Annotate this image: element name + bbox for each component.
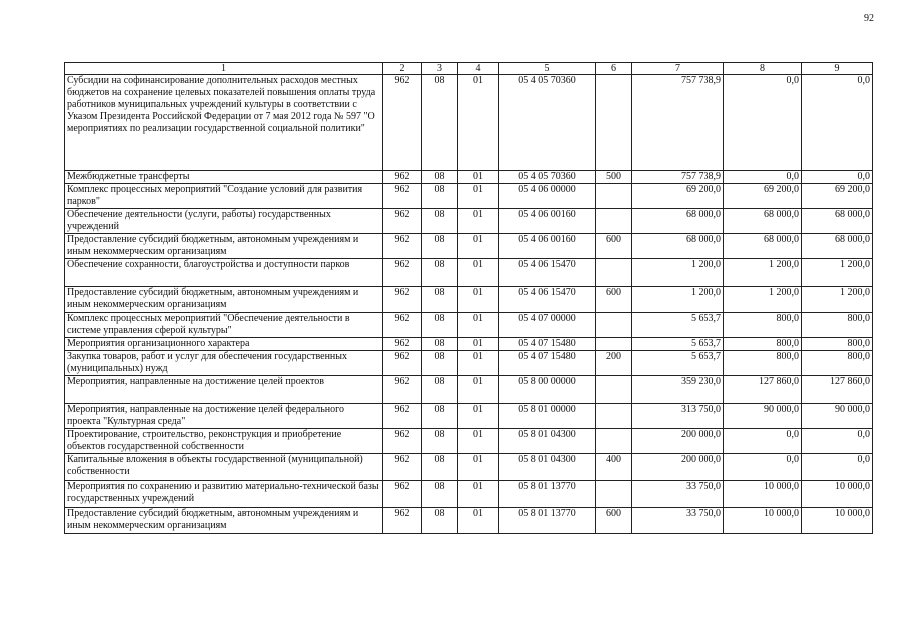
row-target-article: 05 8 01 13770 xyxy=(499,481,596,508)
row-amount-year3: 0,0 xyxy=(802,171,873,184)
row-amount-year3: 800,0 xyxy=(802,338,873,351)
row-section: 08 xyxy=(422,287,458,313)
row-target-article: 05 8 00 00000 xyxy=(499,376,596,404)
row-expense-type xyxy=(596,404,632,429)
row-amount-year2: 0,0 xyxy=(724,171,802,184)
row-ministry-code: 962 xyxy=(383,313,422,338)
row-ministry-code: 962 xyxy=(383,338,422,351)
column-header-8: 8 xyxy=(724,63,802,75)
row-amount-year1: 313 750,0 xyxy=(632,404,724,429)
row-amount-year1: 68 000,0 xyxy=(632,209,724,234)
row-section: 08 xyxy=(422,209,458,234)
row-subsection: 01 xyxy=(458,351,499,376)
table-row xyxy=(65,171,873,184)
column-header-1: 1 xyxy=(65,63,383,75)
row-amount-year3: 0,0 xyxy=(802,429,873,454)
row-amount-year1: 33 750,0 xyxy=(632,508,724,534)
row-amount-year1: 359 230,0 xyxy=(632,376,724,404)
table-row xyxy=(65,184,873,209)
column-header-7: 7 xyxy=(632,63,724,75)
table-row xyxy=(65,376,873,404)
table-row xyxy=(65,404,873,429)
row-amount-year1: 5 653,7 xyxy=(632,338,724,351)
column-header-3: 3 xyxy=(422,63,458,75)
row-subsection: 01 xyxy=(458,481,499,508)
table-row xyxy=(65,313,873,338)
row-name: Комплекс процессных мероприятий "Обеспечение деятельности в системе управления сферой культуры" xyxy=(65,313,383,338)
row-target-article: 05 4 07 15480 xyxy=(499,351,596,376)
row-ministry-code: 962 xyxy=(383,429,422,454)
row-expense-type: 200 xyxy=(596,351,632,376)
row-section: 08 xyxy=(422,508,458,534)
table-row xyxy=(65,259,873,287)
row-amount-year2: 1 200,0 xyxy=(724,287,802,313)
row-subsection: 01 xyxy=(458,454,499,481)
row-name: Обеспечение деятельности (услуги, работы) государственных учреждений xyxy=(65,209,383,234)
row-amount-year2: 0,0 xyxy=(724,429,802,454)
row-amount-year3: 0,0 xyxy=(802,75,873,171)
row-subsection: 01 xyxy=(458,234,499,259)
budget-table xyxy=(64,62,873,534)
row-subsection: 01 xyxy=(458,287,499,313)
row-target-article: 05 4 05 70360 xyxy=(499,75,596,171)
row-ministry-code: 962 xyxy=(383,234,422,259)
row-section: 08 xyxy=(422,481,458,508)
table-header-row xyxy=(65,63,873,75)
row-target-article: 05 4 07 00000 xyxy=(499,313,596,338)
table-row xyxy=(65,287,873,313)
row-section: 08 xyxy=(422,259,458,287)
row-expense-type xyxy=(596,376,632,404)
row-amount-year2: 0,0 xyxy=(724,75,802,171)
row-amount-year1: 200 000,0 xyxy=(632,429,724,454)
row-amount-year3: 10 000,0 xyxy=(802,508,873,534)
row-amount-year3: 68 000,0 xyxy=(802,234,873,259)
row-amount-year1: 5 653,7 xyxy=(632,351,724,376)
row-subsection: 01 xyxy=(458,259,499,287)
row-expense-type xyxy=(596,184,632,209)
row-section: 08 xyxy=(422,376,458,404)
row-ministry-code: 962 xyxy=(383,75,422,171)
row-subsection: 01 xyxy=(458,429,499,454)
row-expense-type: 600 xyxy=(596,287,632,313)
row-name: Предоставление субсидий бюджетным, автономным учреждениям и иным некоммерческим организациям xyxy=(65,234,383,259)
column-header-6: 6 xyxy=(596,63,632,75)
table-row xyxy=(65,338,873,351)
table-row xyxy=(65,481,873,508)
row-subsection: 01 xyxy=(458,184,499,209)
row-subsection: 01 xyxy=(458,508,499,534)
row-amount-year2: 90 000,0 xyxy=(724,404,802,429)
row-amount-year2: 800,0 xyxy=(724,313,802,338)
row-target-article: 05 4 07 15480 xyxy=(499,338,596,351)
row-amount-year3: 69 200,0 xyxy=(802,184,873,209)
row-subsection: 01 xyxy=(458,209,499,234)
row-section: 08 xyxy=(422,313,458,338)
row-expense-type: 400 xyxy=(596,454,632,481)
row-target-article: 05 4 06 00160 xyxy=(499,209,596,234)
row-amount-year1: 69 200,0 xyxy=(632,184,724,209)
row-subsection: 01 xyxy=(458,338,499,351)
table-row xyxy=(65,234,873,259)
column-header-9: 9 xyxy=(802,63,873,75)
table-row xyxy=(65,454,873,481)
row-target-article: 05 4 06 00000 xyxy=(499,184,596,209)
row-ministry-code: 962 xyxy=(383,454,422,481)
page-number: 92 xyxy=(864,13,874,24)
row-amount-year2: 68 000,0 xyxy=(724,209,802,234)
row-name: Предоставление субсидий бюджетным, автономным учреждениям и иным некоммерческим организациям xyxy=(65,508,383,534)
row-ministry-code: 962 xyxy=(383,287,422,313)
row-section: 08 xyxy=(422,184,458,209)
row-name: Мероприятия, направленные на достижение целей проектов xyxy=(65,376,383,404)
row-amount-year3: 1 200,0 xyxy=(802,287,873,313)
row-name: Капитальные вложения в объекты государственной (муниципальной) собственности xyxy=(65,454,383,481)
row-ministry-code: 962 xyxy=(383,376,422,404)
row-amount-year3: 800,0 xyxy=(802,351,873,376)
row-name: Мероприятия организационного характера xyxy=(65,338,383,351)
row-expense-type xyxy=(596,75,632,171)
row-amount-year1: 1 200,0 xyxy=(632,287,724,313)
row-name: Мероприятия по сохранению и развитию материально-технической базы государственных учреждений xyxy=(65,481,383,508)
row-amount-year2: 800,0 xyxy=(724,338,802,351)
row-expense-type: 600 xyxy=(596,234,632,259)
row-target-article: 05 4 06 00160 xyxy=(499,234,596,259)
row-expense-type: 500 xyxy=(596,171,632,184)
row-section: 08 xyxy=(422,75,458,171)
row-subsection: 01 xyxy=(458,171,499,184)
row-section: 08 xyxy=(422,338,458,351)
row-ministry-code: 962 xyxy=(383,481,422,508)
row-amount-year2: 800,0 xyxy=(724,351,802,376)
table-row xyxy=(65,75,873,171)
row-ministry-code: 962 xyxy=(383,404,422,429)
row-subsection: 01 xyxy=(458,75,499,171)
row-ministry-code: 962 xyxy=(383,184,422,209)
row-ministry-code: 962 xyxy=(383,351,422,376)
row-name: Предоставление субсидий бюджетным, автономным учреждениям и иным некоммерческим организациям xyxy=(65,287,383,313)
row-amount-year1: 200 000,0 xyxy=(632,454,724,481)
row-expense-type: 600 xyxy=(596,508,632,534)
column-header-5: 5 xyxy=(499,63,596,75)
row-amount-year2: 10 000,0 xyxy=(724,508,802,534)
row-name: Проектирование, строительство, реконструкция и приобретение объектов государственной собственности xyxy=(65,429,383,454)
row-amount-year2: 10 000,0 xyxy=(724,481,802,508)
row-target-article: 05 4 05 70360 xyxy=(499,171,596,184)
row-ministry-code: 962 xyxy=(383,171,422,184)
row-target-article: 05 8 01 00000 xyxy=(499,404,596,429)
row-amount-year1: 68 000,0 xyxy=(632,234,724,259)
column-header-2: 2 xyxy=(383,63,422,75)
row-amount-year3: 127 860,0 xyxy=(802,376,873,404)
row-expense-type xyxy=(596,429,632,454)
row-ministry-code: 962 xyxy=(383,209,422,234)
row-amount-year3: 68 000,0 xyxy=(802,209,873,234)
row-name: Обеспечение сохранности, благоустройства и доступности парков xyxy=(65,259,383,287)
row-section: 08 xyxy=(422,404,458,429)
row-section: 08 xyxy=(422,234,458,259)
row-target-article: 05 8 01 04300 xyxy=(499,454,596,481)
row-amount-year3: 10 000,0 xyxy=(802,481,873,508)
table-body xyxy=(65,75,873,534)
row-amount-year1: 757 738,9 xyxy=(632,75,724,171)
table-row xyxy=(65,351,873,376)
row-amount-year2: 0,0 xyxy=(724,454,802,481)
row-amount-year3: 90 000,0 xyxy=(802,404,873,429)
row-ministry-code: 962 xyxy=(383,259,422,287)
row-name: Межбюджетные трансферты xyxy=(65,171,383,184)
row-amount-year3: 1 200,0 xyxy=(802,259,873,287)
row-target-article: 05 4 06 15470 xyxy=(499,259,596,287)
row-amount-year2: 69 200,0 xyxy=(724,184,802,209)
row-expense-type xyxy=(596,313,632,338)
row-subsection: 01 xyxy=(458,404,499,429)
table-row xyxy=(65,508,873,534)
row-subsection: 01 xyxy=(458,376,499,404)
row-amount-year1: 1 200,0 xyxy=(632,259,724,287)
row-amount-year1: 757 738,9 xyxy=(632,171,724,184)
row-name: Комплекс процессных мероприятий "Создание условий для развития парков" xyxy=(65,184,383,209)
row-amount-year1: 5 653,7 xyxy=(632,313,724,338)
row-target-article: 05 8 01 04300 xyxy=(499,429,596,454)
row-amount-year3: 800,0 xyxy=(802,313,873,338)
table-row xyxy=(65,429,873,454)
row-amount-year3: 0,0 xyxy=(802,454,873,481)
column-header-4: 4 xyxy=(458,63,499,75)
table-row xyxy=(65,209,873,234)
row-expense-type xyxy=(596,338,632,351)
row-section: 08 xyxy=(422,171,458,184)
row-expense-type xyxy=(596,481,632,508)
row-section: 08 xyxy=(422,351,458,376)
row-amount-year2: 127 860,0 xyxy=(724,376,802,404)
row-section: 08 xyxy=(422,429,458,454)
row-name: Субсидии на софинансирование дополнительных расходов местных бюджетов на сохранение целевых показателей повышения оплаты труда работников муниципальных учреждений культуры в соответствии с Указом Президента Российской Федерации от 7 мая 2012 года № 597 "О мероприятиях по реализации государственной социальной политики" xyxy=(65,75,383,171)
row-ministry-code: 962 xyxy=(383,508,422,534)
row-target-article: 05 4 06 15470 xyxy=(499,287,596,313)
row-subsection: 01 xyxy=(458,313,499,338)
row-name: Мероприятия, направленные на достижение целей федерального проекта "Культурная среда" xyxy=(65,404,383,429)
row-target-article: 05 8 01 13770 xyxy=(499,508,596,534)
row-amount-year2: 68 000,0 xyxy=(724,234,802,259)
row-expense-type xyxy=(596,259,632,287)
row-amount-year2: 1 200,0 xyxy=(724,259,802,287)
row-amount-year1: 33 750,0 xyxy=(632,481,724,508)
row-name: Закупка товаров, работ и услуг для обеспечения государственных (муниципальных) нужд xyxy=(65,351,383,376)
row-section: 08 xyxy=(422,454,458,481)
row-expense-type xyxy=(596,209,632,234)
